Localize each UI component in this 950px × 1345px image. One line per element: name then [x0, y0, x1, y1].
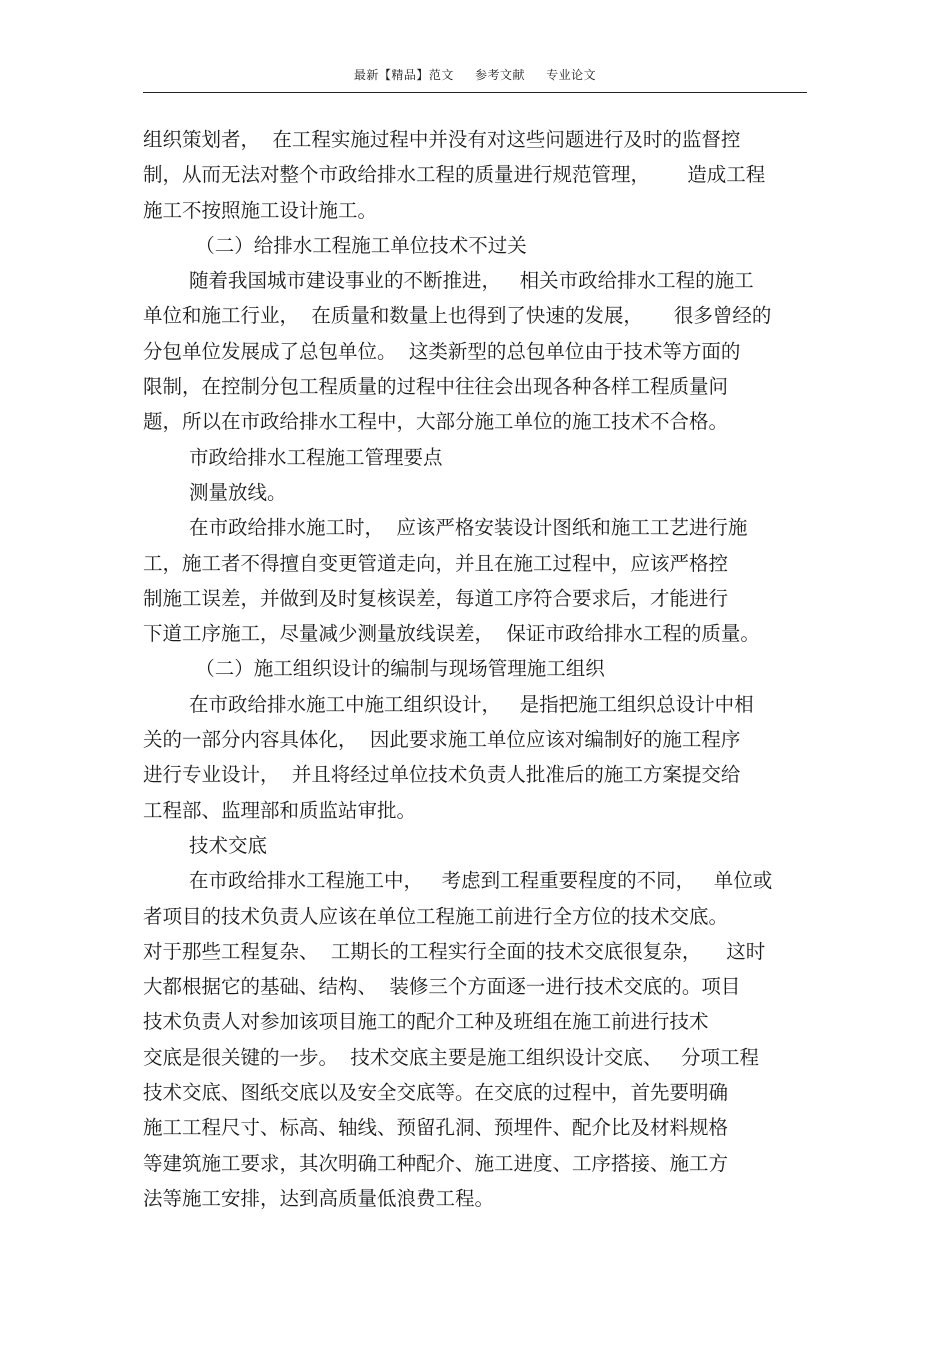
text-line: 大都根据它的基础、结构、 装修三个方面逐一进行技术交底的。项目: [143, 975, 741, 999]
text-line: 分包单位发展成了总包单位。 这类新型的总包单位由于技术等方面的: [143, 339, 741, 363]
text-line: 关的一部分内容具体化， 因此要求施工单位应该对编制好的施工程序: [143, 728, 741, 752]
text-line: 者项目的技术负责人应该在单位工程施工前进行全方位的技术交底。: [143, 904, 729, 928]
text-line: 等建筑施工要求，其次明确工种配介、施工进度、工序搭接、施工方: [143, 1151, 729, 1175]
text-line: 在市政给排水工程施工中， 考虑到工程重要程度的不同， 单位或: [189, 869, 773, 893]
text-line: 进行专业设计， 并且将经过单位技术负责人批准后的施工方案提交给: [143, 763, 741, 787]
text-line: 施工工程尺寸、标高、轴线、预留孔洞、预埋件、配介比及材料规格: [143, 1116, 729, 1140]
text-line: 组织策划者， 在工程实施过程中并没有对这些问题进行及时的监督控: [143, 128, 741, 151]
text-line: 法等施工安排，达到高质量低浪费工程。: [143, 1186, 495, 1210]
text-line: 交底是很关键的一步。 技术交底主要是施工组织设计交底、 分项工程: [143, 1045, 759, 1069]
page-header: [143, 64, 807, 93]
text-line: 测量放线。: [189, 480, 287, 504]
header-item-references: 参考文献: [474, 68, 525, 82]
text-line: 在市政给排水施工中施工组织设计， 是指把施工组织总设计中相: [189, 692, 754, 716]
text-line: 题，所以在市政给排水工程中，大部分施工单位的施工技术不合格。: [143, 410, 729, 434]
document-body: [143, 122, 807, 1216]
text-line: （二）施工组织设计的编制与现场管理施工组织: [189, 657, 605, 681]
text-line: 随着我国城市建设事业的不断推进， 相关市政给排水工程的施工: [189, 269, 754, 293]
text-line: 制施工误差，并做到及时复核误差，每道工序符合要求后，才能进行: [143, 586, 729, 610]
text-line: 工程部、监理部和质监站审批。: [143, 798, 417, 822]
text-line: 技术负责人对参加该项目施工的配介工种及班组在施工前进行技术: [143, 1010, 709, 1034]
text-line: 下道工序施工，尽量减少测量放线误差， 保证市政给排水工程的质量。: [143, 622, 760, 646]
text-line: （二）给排水工程施工单位技术不过关: [189, 233, 527, 257]
text-line: 技术交底、图纸交底以及安全交底等。在交底的过程中，首先要明确: [143, 1081, 729, 1105]
text-line: 对于那些工程复杂、 工期长的工程实行全面的技术交底很复杂， 这时: [143, 939, 766, 963]
text-line: 制，从而无法对整个市政给排水工程的质量进行规范管理， 造成工程: [143, 163, 766, 187]
text-line: 技术交底: [189, 833, 268, 857]
text-line: 在市政给排水施工时， 应该严格安装设计图纸和施工工艺进行施: [189, 516, 748, 540]
text-line: 单位和施工行业， 在质量和数量上也得到了快速的发展， 很多曾经的: [143, 304, 772, 328]
header-item-latest-essay: 最新【精品】范文: [353, 68, 454, 82]
text-line: 工，施工者不得擅自变更管道走向，并且在施工过程中，应该严格控: [143, 551, 729, 575]
text-line: 市政给排水工程施工管理要点: [189, 445, 443, 469]
text-line: 限制，在控制分包工程质量的过程中往往会出现各种各样工程质量问: [143, 375, 729, 399]
header-item-professional-paper: 专业论文: [546, 68, 597, 82]
text-line: 施工不按照施工设计施工。: [143, 198, 378, 222]
